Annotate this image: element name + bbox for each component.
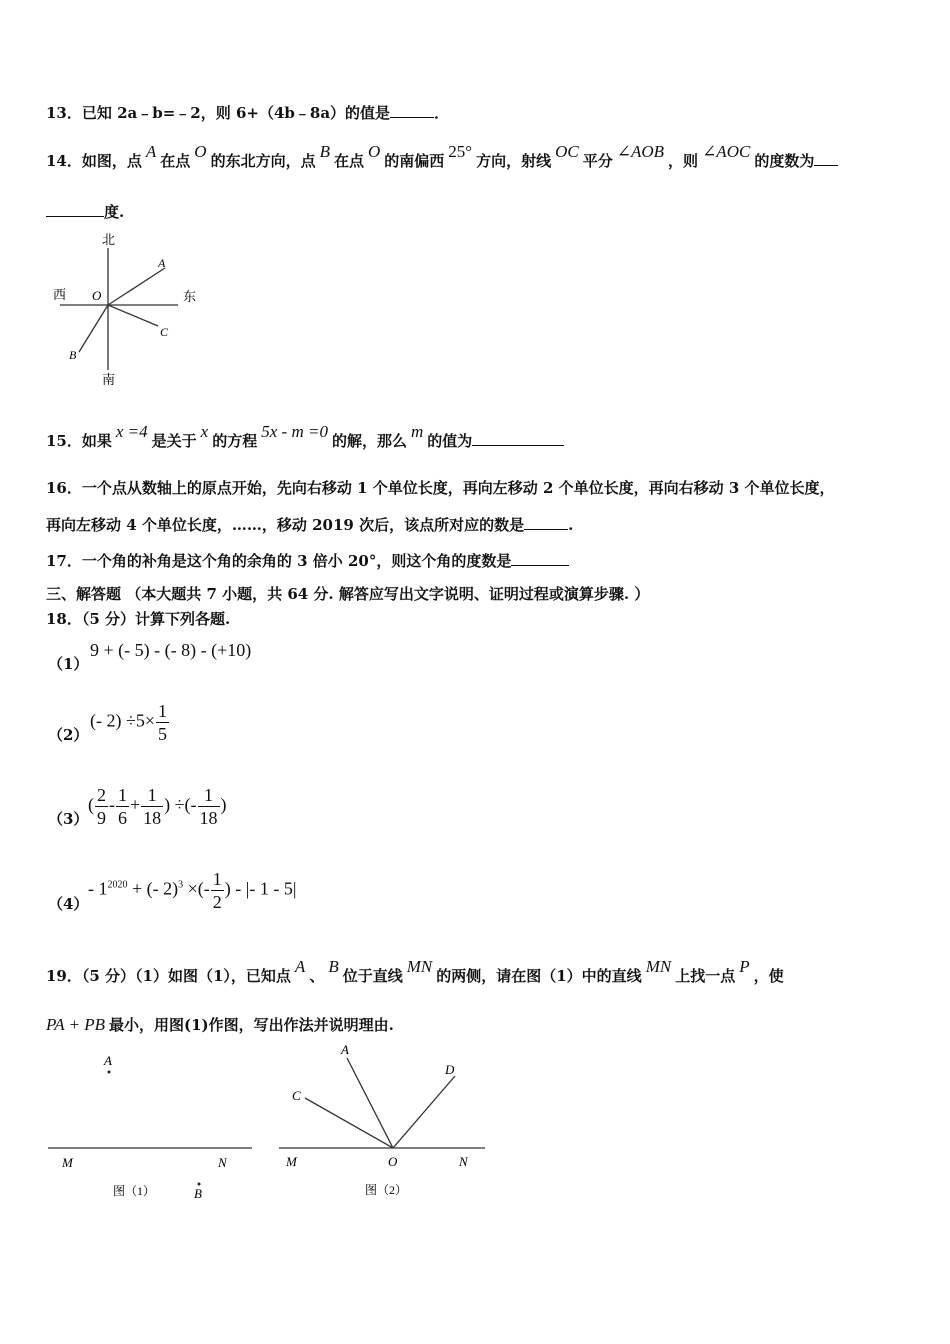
math-point-P: P — [739, 957, 750, 976]
answer-blank[interactable] — [511, 551, 569, 566]
q19-text: ，使 — [753, 967, 784, 985]
expr-part: + (- 2) — [127, 878, 179, 899]
label-south: 南 — [102, 372, 116, 387]
expr-part: ) — [220, 794, 227, 815]
q14-text: 在点 — [160, 152, 191, 170]
expr-part: ) - |- 1 - 5| — [224, 878, 297, 899]
numerator: 1 — [198, 784, 220, 807]
answer-blank[interactable] — [46, 202, 104, 217]
fig2-label-N: N — [459, 1154, 468, 1169]
math-var-m: m — [410, 422, 424, 441]
fraction — [211, 868, 224, 913]
math-line-MN: MN — [406, 957, 433, 976]
question-13 — [46, 102, 449, 123]
q19-text: 位于直线 — [342, 967, 403, 985]
math-point-B: B — [328, 957, 339, 976]
q17-text: 17．一个角的补角是这个角的余角的 3 倍小 20°，则这个角的度数是 — [46, 552, 512, 570]
numerator: 1 — [141, 784, 163, 807]
answer-blank[interactable] — [390, 103, 434, 118]
q13-text: 13．已知 2a﹣b=﹣2，则 6+（4b﹣8a）的值是 — [46, 104, 391, 122]
fig1-label-N: N — [218, 1155, 227, 1170]
math-point-B: B — [319, 142, 330, 161]
question-16-line2 — [46, 514, 573, 535]
label-O: O — [92, 288, 102, 303]
expr-part: - 1 — [88, 878, 108, 899]
question-14 — [46, 142, 838, 171]
fig2-label-A: A — [341, 1042, 349, 1057]
math-point-A: A — [145, 142, 157, 161]
question-16-line1: 16．一个点从数轴上的原点开始，先向右移动 1 个单位长度，再向左移动 2 个单位长度，再向右移动 3 个单位长度， — [46, 479, 835, 497]
q13-end: ． — [434, 104, 450, 122]
answer-blank[interactable] — [814, 151, 838, 166]
denominator: 6 — [118, 808, 127, 828]
q14-text: 的南偏西 — [384, 152, 445, 170]
fig2-label-O: O — [388, 1154, 398, 1169]
q15-text: 是关于 — [151, 432, 197, 450]
expr-part: ×(- — [183, 878, 210, 899]
denominator: 18 — [199, 808, 218, 828]
q14-end: 度. — [104, 203, 125, 221]
q14-text: ，则 — [668, 152, 699, 170]
answer-blank[interactable] — [472, 431, 564, 446]
expr-part: + — [130, 794, 141, 815]
figure-2 — [275, 1040, 490, 1200]
question-14-cont — [46, 201, 124, 222]
q18-expr-2 — [90, 700, 170, 745]
label-west: 西 — [53, 287, 67, 302]
numerator: 1 — [158, 701, 168, 721]
label-north: 北 — [102, 232, 116, 247]
q15-text: 15．如果 — [46, 432, 112, 450]
expr-part: - — [109, 794, 115, 815]
math-angle-AOC: ∠AOC — [702, 142, 751, 161]
expr-part: ) ÷(- — [164, 794, 197, 815]
math-line-MN: MN — [645, 957, 672, 976]
q14-text: 在点 — [333, 152, 364, 170]
numerator: 2 — [97, 785, 106, 805]
q18-label-1: （1） — [48, 655, 89, 673]
q19-text: 上找一点 — [675, 967, 736, 985]
q18-label-3: （3） — [48, 810, 89, 828]
math-eq-x: x =4 — [115, 422, 148, 441]
q18-label-4: （4） — [48, 895, 89, 913]
fig1-caption: 图（1） — [113, 1184, 156, 1198]
q18-expr-4 — [88, 868, 296, 913]
q18-expr-1: 9 + (- 5) - (- 8) - (+10) — [90, 640, 252, 660]
math-var-x: x — [200, 422, 209, 441]
q14-text: 14．如图，点 — [46, 152, 142, 170]
numerator: 1 — [212, 869, 222, 889]
math-equation: 5x - m =0 — [261, 422, 328, 441]
numerator: 1 — [118, 785, 127, 805]
fig2-label-M: M — [286, 1154, 297, 1169]
q18-expr-3 — [88, 784, 227, 829]
exponent: 2020 — [107, 879, 128, 891]
q18-label-2: （2） — [48, 726, 89, 744]
fraction — [116, 784, 129, 829]
ray-OC — [108, 305, 158, 326]
fig1-label-M: M — [62, 1155, 73, 1170]
question-19-cont — [46, 1014, 394, 1035]
figure-1 — [40, 1045, 260, 1205]
fraction — [156, 700, 169, 745]
fig2-ray-OD — [393, 1076, 455, 1148]
fig1-label-B: B — [194, 1186, 202, 1201]
expr-part: (- 2) ÷5× — [90, 710, 156, 731]
label-C: C — [160, 325, 169, 339]
q14-text: 方向，射线 — [476, 152, 552, 170]
math-point-O: O — [367, 142, 381, 161]
math-PA-PB: PA + PB — [46, 1015, 106, 1034]
question-19 — [46, 957, 784, 986]
ray-OA — [108, 268, 165, 305]
q19-text: 、 — [309, 967, 325, 985]
fig2-caption: 图（2） — [365, 1183, 408, 1197]
label-east: 东 — [183, 289, 197, 304]
q14-text: 的东北方向，点 — [210, 152, 316, 170]
denominator: 9 — [97, 808, 106, 828]
denominator: 18 — [143, 808, 162, 828]
q16-end: . — [568, 516, 574, 534]
math-ray-OC: OC — [555, 142, 579, 161]
denominator: 5 — [158, 724, 168, 744]
q15-text: 的方程 — [212, 432, 258, 450]
fraction — [95, 784, 108, 829]
section-3-heading: 三、解答题 （本大题共 7 小题，共 64 分. 解答应写出文字说明、证明过程或演算步骤. ） — [46, 585, 650, 603]
compass-figure — [48, 228, 208, 388]
q16-text: 再向左移动 4 个单位长度，……，移动 2019 次后，该点所对应的数是 — [46, 516, 525, 534]
answer-blank[interactable] — [524, 515, 568, 530]
exponent: 3 — [178, 879, 184, 891]
q15-text: 的解，那么 — [331, 432, 407, 450]
q15-text: 的值为 — [427, 432, 473, 450]
math-point-A: A — [294, 957, 306, 976]
fig1-point-A — [108, 1071, 111, 1074]
fig2-label-C: C — [292, 1088, 301, 1103]
math-angle-25: 25° — [448, 142, 473, 161]
fig2-label-D: D — [445, 1062, 455, 1077]
fraction — [141, 784, 163, 829]
math-point-O: O — [194, 142, 207, 161]
q19-text: 的两侧，请在图（1）中的直线 — [436, 967, 642, 985]
question-18-title: 18．（5 分）计算下列各题. — [46, 610, 231, 628]
q14-text: 的度数为 — [754, 152, 815, 170]
fraction — [198, 784, 220, 829]
q19-text: 19．（5 分）（1）如图（1），已知点 — [46, 967, 291, 985]
label-B: B — [69, 348, 77, 362]
denominator: 2 — [212, 892, 222, 912]
expr-part: ( — [88, 794, 94, 815]
q19-text: 最小，用图(1)作图，写出作法并说明理由. — [109, 1016, 394, 1034]
question-15 — [46, 422, 564, 451]
ray-OB — [79, 305, 108, 352]
label-A: A — [158, 256, 166, 270]
math-angle-AOB: ∠AOB — [616, 142, 665, 161]
q14-text: 平分 — [582, 152, 613, 170]
fig1-label-A: A — [104, 1053, 112, 1068]
question-17 — [46, 550, 569, 571]
